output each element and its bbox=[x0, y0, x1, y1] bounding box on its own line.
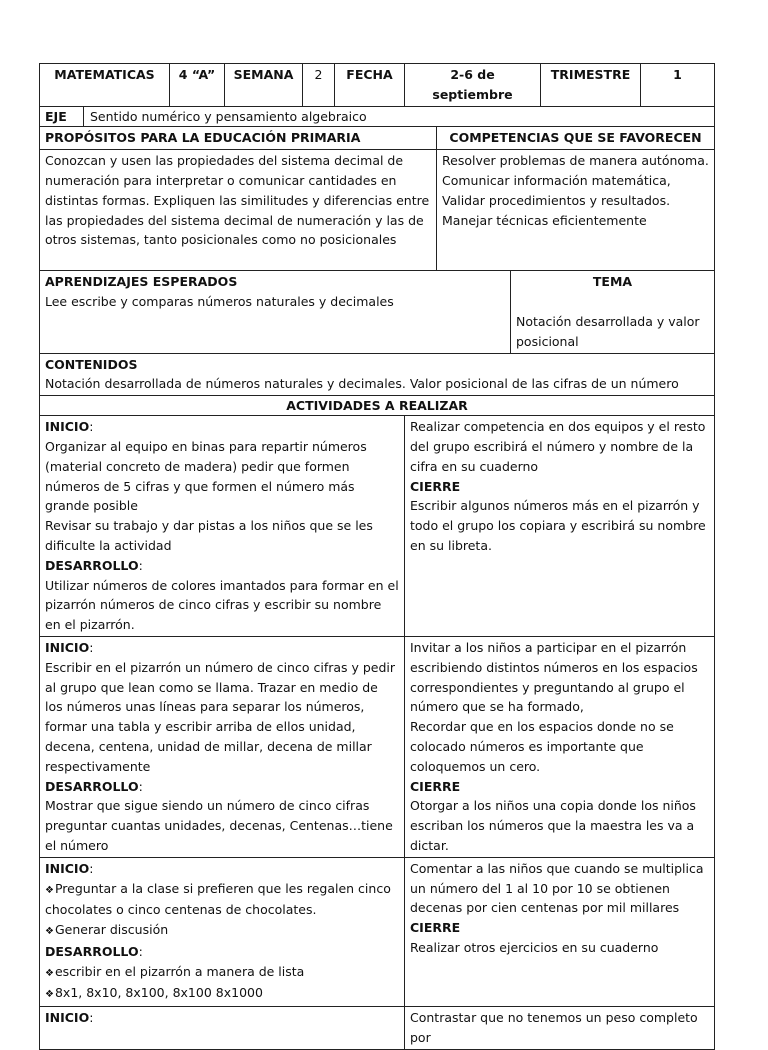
eje-label: EJE bbox=[40, 107, 84, 127]
block1-desarrollo-text: Utilizar números de colores imantados para formar en el pizarrón números de cinco cifras y escribir su nombre en el pizarrón. bbox=[45, 577, 399, 633]
activity-block-1 bbox=[40, 416, 715, 637]
cierre-label: CIERRE bbox=[410, 778, 461, 794]
block3-desarrollo-text: ❖ escribir en el pizarrón a manera de lista bbox=[45, 962, 399, 984]
inicio-label: INICIO: bbox=[45, 419, 94, 435]
tema-title: TEMA bbox=[592, 274, 633, 290]
block3-desarrollo-text-2: ❖ 8x1, 8x10, 8x100, 8x100 8x1000 bbox=[45, 983, 399, 1005]
aprendizajes-title: APRENDIZAJES ESPERADOS bbox=[45, 274, 238, 290]
aprendizajes-text: Lee escribe y comparas números naturales y decimales bbox=[45, 293, 394, 309]
block3-inicio-text-2: ❖ Generar discusión bbox=[45, 920, 399, 942]
propositos-text: Conozcan y usen las propiedades del sistema decimal de numeración para interpretar o comunicar cantidades en distintas formas. Expliquen las similitudes y diferencias entre las propiedades del sistema decimal de numeración y las de otros sistemas, tanto posicionales como no posicionales bbox=[40, 150, 437, 271]
block2-right-text: Invitar a los niños a participar en el pizarrón escribiendo distintos números en los espacios correspondientes y preguntando al grupo el número que se ha formado, bbox=[410, 639, 698, 715]
block4-right-text: Contrastar que no tenemos un peso completo por bbox=[410, 1010, 698, 1046]
block1-inicio-text: Organizar al equipo en binas para repartir números (material concreto de madera) pedir que formen números de 5 cifras y que formen el número más grande posible bbox=[45, 438, 367, 514]
block2-inicio-text: Escribir en el pizarrón un número de cinco cifras y pedir al grupo que lean como se llama. Trazar en medio de los números unas líneas para separar los números, formar una tabla y escribir arriba de ellos unidad, decena, centena, unidad de millar, decena de millar respectivamente bbox=[45, 659, 396, 774]
header-row bbox=[40, 64, 715, 107]
inicio-label: INICIO: bbox=[45, 1010, 94, 1026]
lesson-plan-table bbox=[39, 63, 715, 1050]
competencias-text: Resolver problemas de manera autónoma. Comunicar información matemática, Validar procedimientos y resultados. Manejar técnicas eficientemente bbox=[437, 150, 715, 271]
activity-block-2 bbox=[40, 636, 715, 857]
week-label: SEMANA bbox=[225, 64, 303, 107]
desarrollo-label: DESARROLLO: bbox=[45, 943, 143, 959]
contenidos-title: CONTENIDOS bbox=[45, 356, 138, 372]
block3-cierre-text: Realizar otros ejercicios en su cuaderno bbox=[410, 939, 659, 955]
block1-inicio-text-2: Revisar su trabajo y dar pistas a los niños que se les dificulte la actividad bbox=[45, 518, 373, 553]
aprendizajes-row bbox=[40, 271, 715, 353]
activity-block-4 bbox=[40, 1007, 715, 1050]
contenidos-text: Notación desarrollada de números naturales y decimales. Valor posicional de las cifras de un número bbox=[45, 376, 679, 392]
tema-text: Notación desarrollada y valor posicional bbox=[516, 313, 700, 349]
block2-desarrollo-text: Mostrar que sigue siendo un número de cinco cifras preguntar cuantas unidades, decenas, Centenas…tiene el número bbox=[45, 798, 393, 853]
block1-cierre-text: Escribir algunos números más en el pizarrón y todo el grupo los copiara y escribirá su nombre en su libreta. bbox=[410, 498, 706, 553]
block1-right-text: Realizar competencia en dos equipos y el resto del grupo escribirá el número y nombre de la cifra en su cuaderno bbox=[410, 419, 706, 474]
eje-value: Sentido numérico y pensamiento algebraico bbox=[90, 108, 367, 124]
cierre-label: CIERRE bbox=[410, 920, 461, 936]
eje-row bbox=[40, 106, 715, 127]
grade-cell: 4 “A” bbox=[170, 64, 225, 107]
actividades-title-row bbox=[40, 396, 715, 416]
block3-right-text: Comentar a las niños que cuando se multiplica un número del 1 al 10 por 10 se obtienen decenas por cien centenas por mil millares bbox=[410, 860, 704, 916]
desarrollo-label: DESARROLLO: bbox=[45, 557, 143, 573]
competencias-title: COMPETENCIAS QUE SE FAVORECEN bbox=[437, 127, 715, 150]
activity-block-3 bbox=[40, 857, 715, 1007]
propositos-header-row bbox=[40, 127, 715, 150]
inicio-label: INICIO: bbox=[45, 860, 94, 876]
week-value: 2 bbox=[303, 64, 335, 107]
subject-cell: MATEMATICAS bbox=[40, 64, 170, 107]
desarrollo-label: DESARROLLO: bbox=[45, 778, 143, 794]
inicio-label: INICIO: bbox=[45, 639, 94, 655]
contenidos-row bbox=[40, 353, 715, 396]
actividades-title: ACTIVIDADES A REALIZAR bbox=[40, 396, 715, 416]
block2-right-text-2: Recordar que en los espacios donde no se colocado números es importante que coloquemos un cero. bbox=[410, 719, 674, 774]
date-label: FECHA bbox=[335, 64, 405, 107]
propositos-row bbox=[40, 150, 715, 271]
block2-cierre-text: Otorgar a los niños una copia donde los niños escriban los números que la maestra les va a dictar. bbox=[410, 798, 696, 853]
term-value: 1 bbox=[641, 64, 715, 107]
block3-inicio-text: ❖ Preguntar a la clase si prefieren que les regalen cinco chocolates o cinco centenas de chocolates. bbox=[45, 879, 399, 921]
cierre-label: CIERRE bbox=[410, 478, 461, 494]
date-value: 2-6 de septiembre bbox=[405, 64, 541, 107]
lesson-plan-sheet bbox=[39, 63, 714, 1050]
term-label: TRIMESTRE bbox=[541, 64, 641, 107]
propositos-title: PROPÓSITOS PARA LA EDUCACIÓN PRIMARIA bbox=[40, 127, 437, 150]
